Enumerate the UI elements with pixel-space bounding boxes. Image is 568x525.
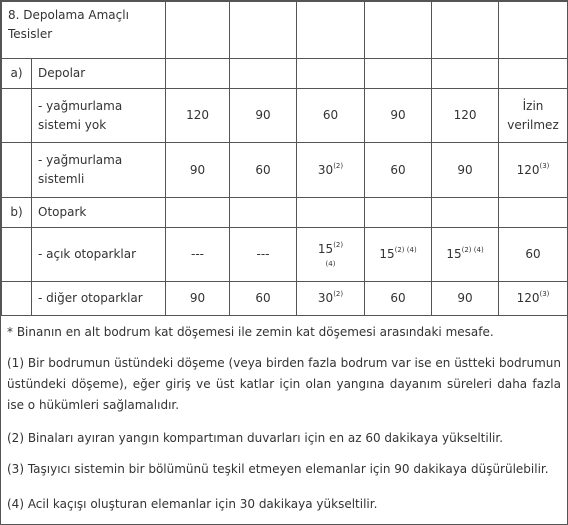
cell-number: 15 <box>379 247 395 261</box>
cell-value: --- <box>230 228 297 282</box>
cell-value: 120 <box>166 89 230 143</box>
cell-value <box>297 228 365 282</box>
fire-resistance-table <box>1 1 568 316</box>
footnote-3: (3) Taşıyıcı sistemin bir bölümünü teşkil etmeyen elemanlar için 90 dakikaya düşürülebilir. <box>7 462 549 476</box>
footnote-ref: (2) <box>333 161 344 170</box>
cell-value: 90 <box>166 143 230 198</box>
cell-number: 120 <box>516 291 540 305</box>
cell-number: 15 <box>446 247 462 261</box>
section-8-title: 8. Depolama Amaçlı Tesisler <box>2 2 166 59</box>
footnote-ref: (2) <box>333 290 344 298</box>
table-row <box>2 59 568 89</box>
footnote-ref: (2) (4) <box>461 246 484 254</box>
cell-value: 120 <box>432 89 499 143</box>
row-label-acik-otoparklar: - açık otoparklar <box>32 228 166 282</box>
cell-value <box>499 143 568 198</box>
footnote-4: (4) Acil kaçışı oluşturan elemanlar için 30 dakikaya yükseltilir. <box>7 497 378 511</box>
cell-value <box>499 282 568 316</box>
cell-value: 90 <box>365 89 432 143</box>
table-row <box>2 89 568 143</box>
cell-value: 90 <box>432 282 499 316</box>
cell-value <box>432 228 499 282</box>
cell-value: 60 <box>297 89 365 143</box>
cell-value <box>365 228 432 282</box>
footnote-ref: (4) <box>325 260 336 268</box>
footnote-star: * Binanın en alt bodrum kat döşemesi ile zemin kat döşemesi arasındaki mesafe. <box>7 325 494 339</box>
table-row <box>2 282 568 316</box>
table-row <box>2 228 568 282</box>
footnote-ref: (2) <box>333 241 344 249</box>
row-label-yagmurlamali: - yağmurlama sistemli <box>32 143 166 198</box>
table-row <box>2 2 568 59</box>
row-key-a: a) <box>2 59 32 89</box>
cell-value: 60 <box>499 228 568 282</box>
cell-number: 30 <box>317 291 334 305</box>
cell-value: --- <box>166 228 230 282</box>
cell-value <box>297 282 365 316</box>
cell-value: 90 <box>166 282 230 316</box>
footnote-ref: (3) <box>539 161 550 170</box>
row-label-yagmurlama-yok: - yağmurlama sistemi yok <box>32 89 166 143</box>
cell-number: 120 <box>516 162 540 177</box>
row-label-otopark: Otopark <box>32 198 166 228</box>
footnote-2: (2) Binaları ayıran yangın kompartıman duvarları için en az 60 dakikaya yükseltilir. <box>7 431 504 445</box>
cell-value: 90 <box>432 143 499 198</box>
row-label-diger-otoparklar: - diğer otoparklar <box>32 282 166 316</box>
cell-number: 30 <box>317 162 334 177</box>
cell-value: 60 <box>365 282 432 316</box>
cell-value <box>297 143 365 198</box>
cell-value: 60 <box>365 143 432 198</box>
row-label-depolar: Depolar <box>32 59 166 89</box>
cell-value: 90 <box>230 89 297 143</box>
table-row <box>2 198 568 228</box>
cell-value: İzin verilmez <box>499 89 568 143</box>
footnote-ref: (3) <box>539 290 550 298</box>
footnote-1: (1) Bir bodrumun üstündeki döşeme (veya birden fazla bodrum var ise en üstteki bodrumun üstündeki döşeme), eğer giriş ve üst katlar için olan yangına dayanım süreleri daha fazla ise o hükümleri sağlamalıdır. <box>7 356 561 412</box>
footnote-ref: (2) (4) <box>394 246 417 254</box>
row-key-b: b) <box>2 198 32 228</box>
cell-value: 60 <box>230 282 297 316</box>
cell-value: 60 <box>230 143 297 198</box>
cell-number: 15 <box>317 242 334 256</box>
table-row <box>2 143 568 198</box>
